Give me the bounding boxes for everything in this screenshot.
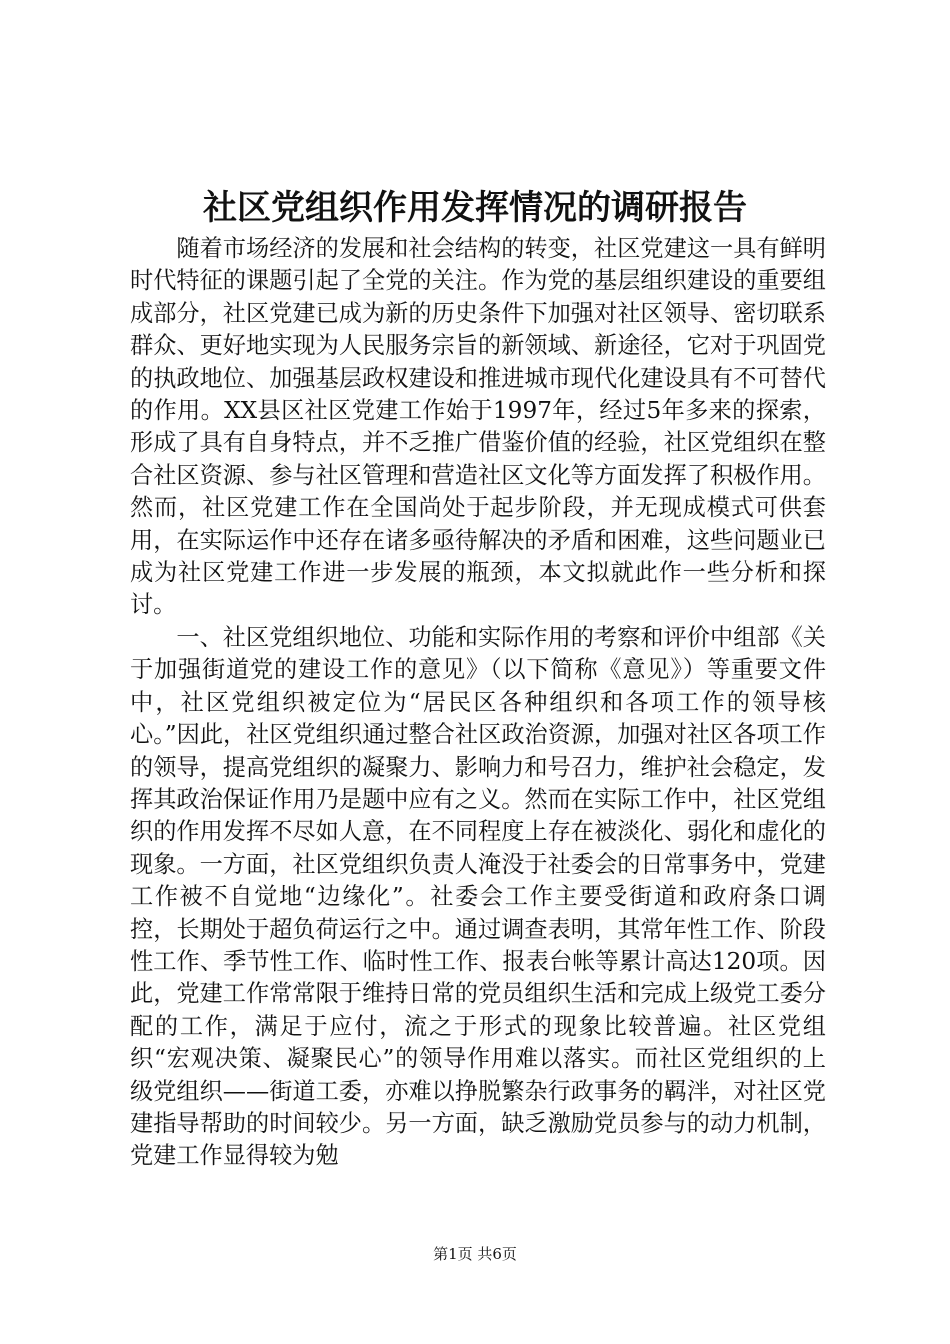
document-body [130,233,826,1173]
document-title: 社区党组织作用发挥情况的调研报告 [203,188,747,228]
paragraph-section-one: 一、社区党组织地位、功能和实际作用的考察和评价中组部《关于加强街道党的建设工作的意见》（以下简称《意见》）等重要文件中，社区党组织被定位为“居民区各种组织和各项工作的领导核心。”因此，社区党组织通过整合社区政治资源，加强对社区各项工作的领导，提高党组织的凝聚力、影响力和号召力，维护社会稳定，发挥其政治保证作用乃是题中应有之义。然而在实际工作中，社区党组织的作用发挥不尽如人意，在不同程度上存在被淡化、弱化和虚化的现象。一方面，社区党组织负责人淹没于社委会的日常事务中，党建工作被不自觉地“边缘化”。社委会工作主要受街道和政府条口调控，长期处于超负荷运行之中。通过调查表明，其常年性工作、阶段性工作、季节性工作、临时性工作、报表台帐等累计高达120项。因此，党建工作常常限于维持日常的党员组织生活和完成上级党工委分配的工作，满足于应付，流之于形式的现象比较普遍。社区党组织“宏观决策、凝聚民心”的领导作用难以落实。而社区党组织的上级党组织——街道工委，亦难以挣脱繁杂行政事务的羁泮，对社区党建指导帮助的时间较少。另一方面，缺乏激励党员参与的动力机制，党建工作显得较为勉 [130,623,826,1170]
paragraph-intro: 随着市场经济的发展和社会结构的转变，社区党建这一具有鲜明时代特征的课题引起了全党的关注。作为党的基层组织建设的重要组成部分，社区党建已成为新的历史条件下加强对社区领导、密切联系群众、更好地实现为人民服务宗旨的新领域、新途径，它对于巩固党的执政地位、加强基层政权建设和推进城市现代化建设具有不可替代的作用。XX县区社区党建工作始于1997年，经过5年多来的探索，形成了具有自身特点，并不乏推广借鉴价值的经验，社区党组织在整合社区资源、参与社区管理和营造社区文化等方面发挥了积极作用。然而，社区党建工作在全国尚处于起步阶段，并无现成模式可供套用，在实际运作中还存在诸多亟待解决的矛盾和困难，这些问题业已成为社区党建工作进一步发展的瓶颈，本文拟就此作一些分析和探讨。 [130,235,826,619]
page-number-footer: 第1页 共6页 [433,1245,517,1263]
